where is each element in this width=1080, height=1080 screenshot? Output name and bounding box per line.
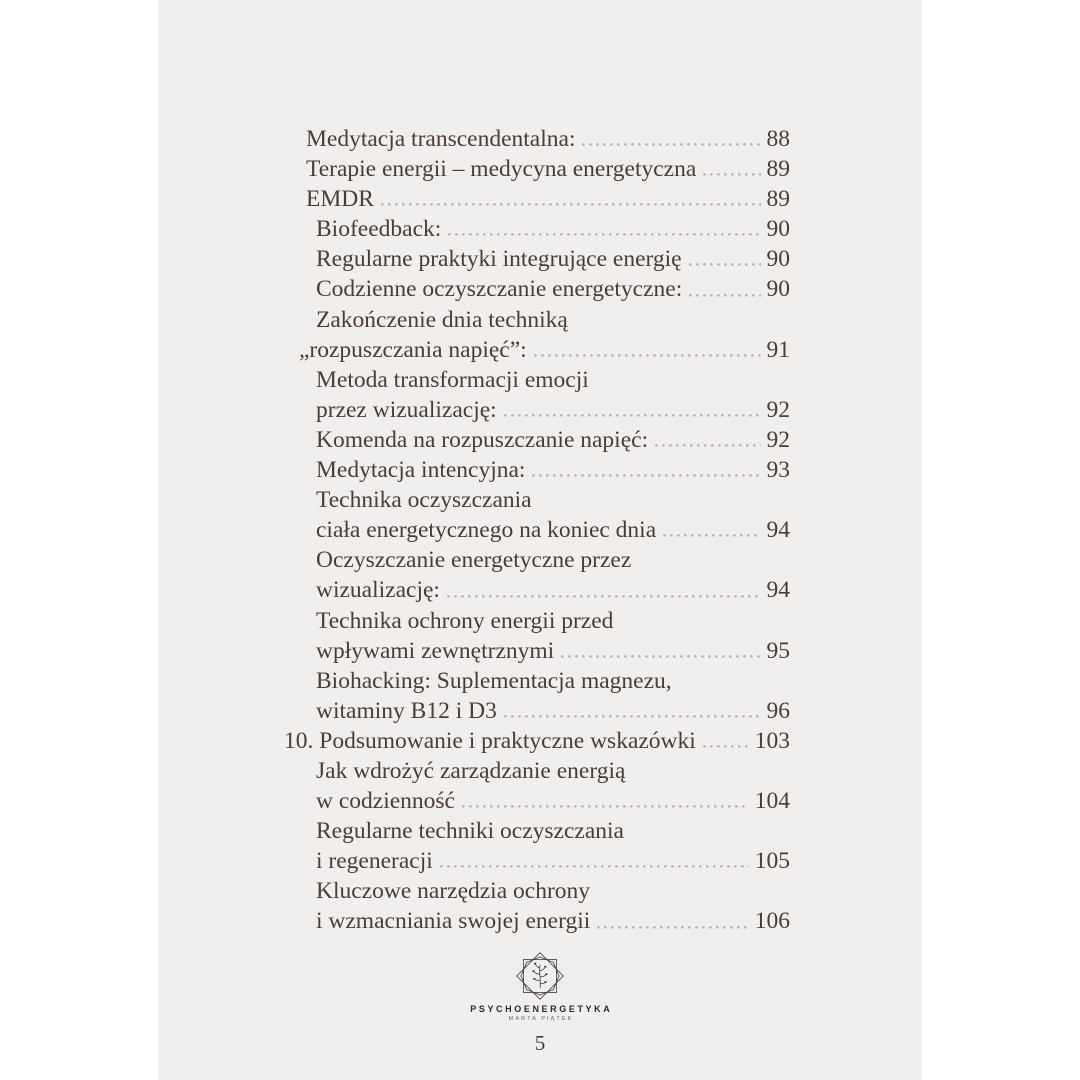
dot-leader [381, 203, 761, 206]
toc-entry [306, 154, 790, 184]
toc-page-number: 91 [766, 336, 790, 363]
toc-entry [316, 244, 790, 274]
toc-entry [316, 515, 790, 545]
dot-leader [448, 233, 760, 236]
toc-entry [306, 184, 790, 214]
toc-entry-text: Metoda transformacji emocji [316, 366, 589, 393]
book-page [158, 0, 922, 1080]
dot-leader [582, 143, 760, 146]
toc-page-number: 96 [766, 697, 790, 724]
toc-page-number: 90 [766, 246, 790, 273]
toc-page-number: 105 [754, 848, 790, 875]
brand-subtitle: MARTA PIĄTEK [508, 1016, 574, 1022]
toc-entry [306, 124, 790, 154]
toc-entry-text: „rozpuszczania napięć”: [299, 336, 527, 363]
toc-entry-text: Technika ochrony energii przed [316, 607, 614, 634]
dot-leader [703, 745, 749, 748]
toc-entry [316, 485, 790, 515]
table-of-contents [284, 124, 790, 937]
toc-page-number: 106 [754, 908, 790, 935]
toc-entry-text: wizualizację: [316, 577, 440, 604]
dot-leader [561, 655, 760, 658]
toc-page-number: 88 [766, 126, 790, 152]
toc-page-number: 103 [754, 727, 790, 754]
page-number: 5 [534, 1031, 546, 1055]
toc-entry [316, 696, 790, 726]
toc-entry-text: wpływami zewnętrznymi [316, 637, 555, 664]
toc-entry-text: Komenda na rozpuszczanie napięć: [316, 426, 649, 453]
toc-page-number: 93 [766, 457, 790, 484]
toc-entry-text: EMDR [306, 186, 374, 213]
toc-entry [316, 455, 790, 485]
toc-entry-text: Oczyszczanie energetyczne przez [316, 547, 632, 574]
toc-entry [316, 906, 790, 936]
toc-entry-text: w codzienność [316, 788, 455, 815]
toc-page-number: 89 [766, 186, 790, 213]
publisher-logo-icon [514, 950, 566, 1002]
dot-leader [440, 865, 749, 868]
toc-entry-text: 10. Podsumowanie i praktyczne wskazówki [284, 727, 696, 754]
toc-entry-text: Biofeedback: [316, 216, 442, 243]
toc-entry [316, 846, 790, 876]
dot-leader [532, 474, 760, 477]
dot-leader [689, 294, 760, 297]
toc-entry-text: Medytacja transcendentalna: [306, 126, 576, 152]
toc-entry-text: Technika oczyszczania [316, 487, 532, 514]
toc-entry-text: witaminy B12 i D3 [316, 697, 497, 724]
toc-page-number: 92 [766, 396, 790, 423]
toc-entry-text: Zakończenie dnia techniką [316, 306, 568, 333]
toc-entry-text: przez wizualizację: [316, 396, 497, 423]
dot-leader [663, 534, 760, 537]
dot-leader [534, 354, 761, 357]
toc-entry [316, 365, 790, 395]
toc-entry-text: Terapie energii – medycyna energetyczna [306, 156, 697, 183]
dot-leader [462, 805, 749, 808]
toc-entry [316, 545, 790, 575]
toc-entry [316, 816, 790, 846]
dot-leader [703, 173, 760, 176]
brand-name: PSYCHOENERGETYKA [470, 1004, 613, 1014]
toc-entry-text: i wzmacniania swojej energii [316, 908, 591, 935]
toc-page-number: 89 [766, 156, 790, 183]
toc-entry [316, 606, 790, 636]
toc-entry [316, 214, 790, 244]
toc-page-number: 94 [766, 517, 790, 544]
toc-entry [316, 305, 790, 335]
toc-entry [316, 274, 790, 304]
toc-page-number: 95 [766, 637, 790, 664]
toc-page-number: 92 [766, 426, 790, 453]
toc-entry [284, 726, 790, 756]
toc-entry-text: i regeneracji [316, 848, 433, 875]
toc-entry-text: Jak wdrożyć zarządzanie energią [316, 757, 626, 784]
toc-entry [316, 636, 790, 666]
toc-page-number: 94 [766, 577, 790, 604]
dot-leader [597, 926, 748, 929]
toc-entry [316, 756, 790, 786]
toc-entry [316, 876, 790, 906]
toc-entry [316, 425, 790, 455]
toc-entry [316, 395, 790, 425]
toc-entry-text: Regularne techniki oczyszczania [316, 818, 624, 845]
toc-entry-text: Kluczowe narzędzia ochrony [316, 878, 591, 905]
dot-leader [447, 595, 761, 598]
toc-page-number: 90 [766, 216, 790, 243]
dot-leader [655, 444, 760, 447]
toc-entry-text: Medytacja intencyjna: [316, 457, 526, 484]
dot-leader [504, 414, 761, 417]
page-footer [158, 950, 922, 1056]
dot-leader [689, 263, 761, 266]
toc-page-number: 104 [754, 788, 790, 815]
toc-entry-text: Regularne praktyki integrujące energię [316, 246, 682, 273]
toc-entry [299, 335, 790, 365]
toc-entry [316, 575, 790, 605]
toc-entry [316, 786, 790, 816]
toc-entry-text: Codzienne oczyszczanie energetyczne: [316, 276, 683, 303]
toc-entry-text: ciała energetycznego na koniec dnia [316, 517, 657, 544]
toc-page-number: 90 [766, 276, 790, 303]
toc-entry [316, 666, 790, 696]
dot-leader [504, 715, 761, 718]
toc-entry-text: Biohacking: Suplementacja magnezu, [316, 667, 672, 694]
